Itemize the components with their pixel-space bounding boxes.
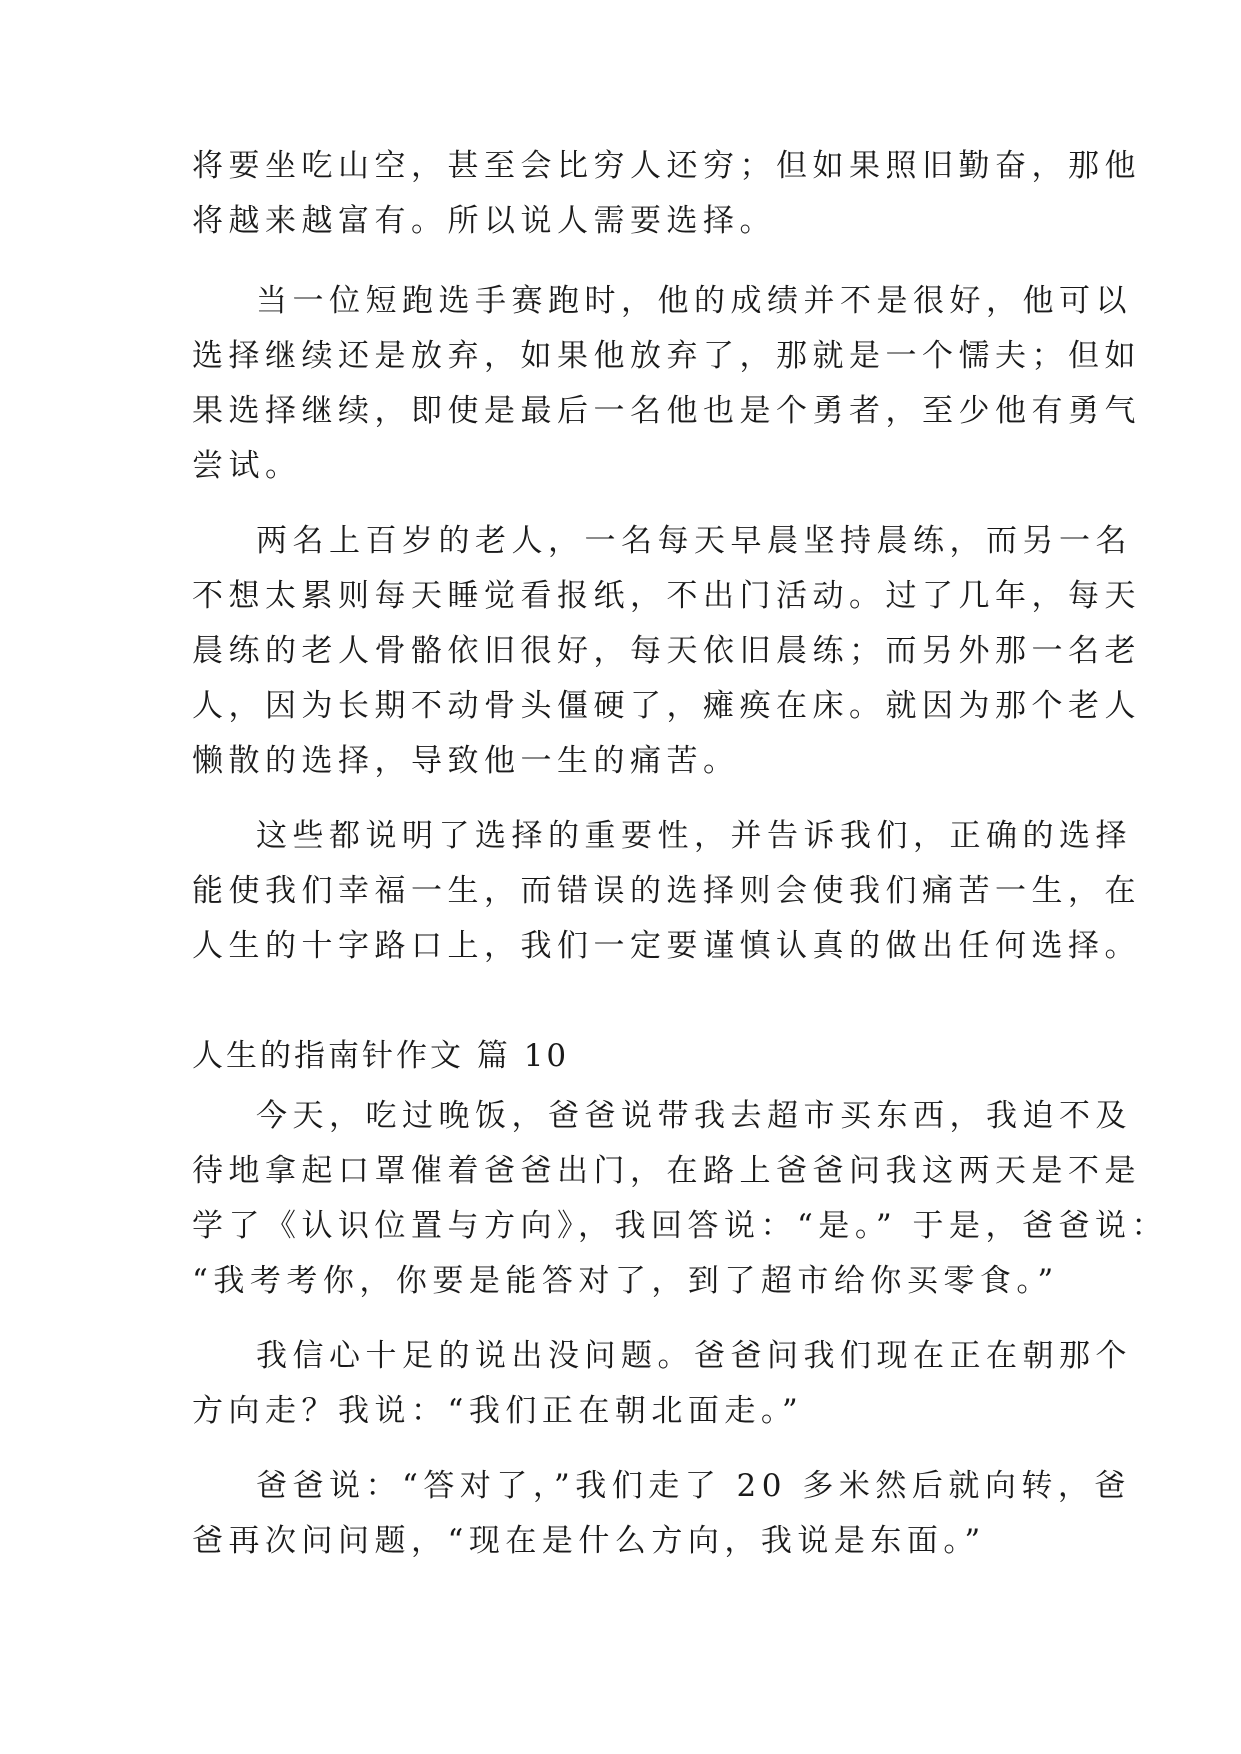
text-line: 人生的十字路口上，我们一定要谨慎认真的做出任何选择。 <box>192 928 1141 964</box>
text-line: “我考考你，你要是能答对了，到了超市给你买零食。” <box>192 1263 1059 1299</box>
text-line: 学了《认识位置与方向》，我回答说：“是。” 于是，爸爸说： <box>192 1208 1169 1244</box>
paragraph-first-line: 这些都说明了选择的重要性，并告诉我们，正确的选择 <box>256 818 1132 854</box>
text-line: 爸再次问问题，“现在是什么方向，我说是东面。” <box>192 1523 986 1559</box>
text-line: 能使我们幸福一生，而错误的选择则会使我们痛苦一生，在 <box>192 873 1141 909</box>
text-line: 将越来越富有。所以说人需要选择。 <box>192 203 776 239</box>
text-line: 待地拿起口罩催着爸爸出门，在路上爸爸问我这两天是不是 <box>192 1153 1141 1189</box>
paragraph-first-line: 爸爸说：“答对了，”我们走了 20 多米然后就向转，爸 <box>256 1468 1131 1504</box>
text-line: 果选择继续，即使是最后一名他也是个勇者，至少他有勇气 <box>192 393 1141 429</box>
text-line: 懒散的选择，导致他一生的痛苦。 <box>192 743 740 779</box>
paragraph-first-line: 今天，吃过晚饭，爸爸说带我去超市买东西，我迫不及 <box>256 1098 1132 1134</box>
text-line: 尝试。 <box>192 448 302 484</box>
section-heading: 人生的指南针作文 篇 10 <box>192 1038 570 1074</box>
text-line: 不想太累则每天睡觉看报纸，不出门活动。过了几年，每天 <box>192 578 1141 614</box>
paragraph-first-line: 我信心十足的说出没问题。爸爸问我们现在正在朝那个 <box>256 1338 1132 1374</box>
paragraph-first-line: 两名上百岁的老人，一名每天早晨坚持晨练，而另一名 <box>256 523 1132 559</box>
text-line: 将要坐吃山空，甚至会比穷人还穷；但如果照旧勤奋，那他 <box>192 148 1141 184</box>
paragraph-first-line: 当一位短跑选手赛跑时，他的成绩并不是很好，他可以 <box>256 283 1132 319</box>
text-line: 人，因为长期不动骨头僵硬了，瘫痪在床。就因为那个老人 <box>192 688 1141 724</box>
text-line: 晨练的老人骨骼依旧很好，每天依旧晨练；而另外那一名老 <box>192 633 1141 669</box>
text-line: 方向走？我说：“我们正在朝北面走。” <box>192 1393 804 1429</box>
text-line: 选择继续还是放弃，如果他放弃了，那就是一个懦夫；但如 <box>192 338 1141 374</box>
